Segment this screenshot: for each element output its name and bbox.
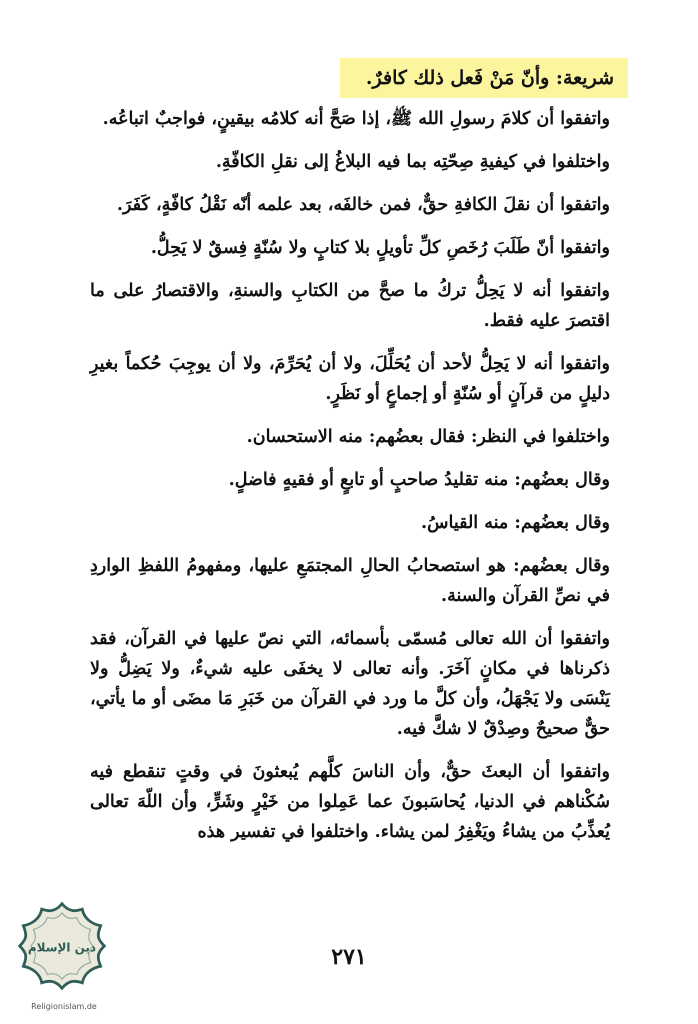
- paragraph: واتفقوا أنه لا يَحِلُّ تركُ ما صحَّ من الكتابِ والسنةِ، والاقتصارُ على ما اقتصرَ عليه فقط.: [90, 281, 610, 331]
- paragraph: واتفقوا أن الله تعالى مُسمّى بأسمائه، التي نصّ عليها في القرآن، فقد ذكرناها في مكانٍ آخَرَ. وأنه تعالى لا يخفَى عليه شيءٌ، ولا يَضِلُّ ولا يَنْسَى ولا يَجْهَلُ، وأن كلَّ ما ورد في القرآن من خَبَرِ مَا مضَى أو ما يأتي، حقٌّ صحيحٌ وصِدْقٌ لا شكَّ فيه.: [90, 629, 610, 739]
- paragraph: وقال بعضُهم: منه تقليدُ صاحبٍ أو تابعٍ أو فقيهٍ فاضلٍ.: [228, 470, 610, 490]
- page-number: ٢٧١: [331, 944, 367, 970]
- paragraph: واتفقوا أن نقلَ الكافةِ حقٌّ، فمن خالفَه، بعد علمه أنّه نَقْلُ كافّةٍ، كَفَرَ.: [116, 195, 610, 215]
- paragraph: واتفقوا أنّ طَلَبَ رُخَصِ كلِّ تأويلٍ بلا كتابٍ ولا سُنّةٍ فِسقٌ لا يَحِلُّ.: [150, 238, 610, 258]
- body-text: [90, 104, 610, 860]
- highlighted-heading: شريعة: وأنّ مَنْ فَعل ذلك كافرٌ.: [340, 58, 628, 98]
- paragraph: وقال بعضُهم: هو استصحابُ الحالِ المجتمَعِ عليها، ومفهومُ اللفظِ الواردِ في نصِّ القرآن والسنة.: [90, 556, 610, 606]
- logo-text: دين الإسلام: [27, 940, 97, 955]
- site-logo: [16, 900, 108, 992]
- paragraph: واتفقوا أن كلامَ رسولِ الله ﷺ، إذا صَحَّ أنه كلامُه بيقينٍ، فواجبٌ اتباعُه.: [102, 109, 610, 129]
- paragraph: وقال بعضُهم: منه القياسُ.: [421, 513, 610, 533]
- logo-caption: Religionislam.de: [31, 1002, 97, 1011]
- paragraph: واتفقوا أنه لا يَحِلُّ لأحد أن يُحَلِّلَ، ولا أن يُحَرِّمَ، ولا أن يوجِبَ حُكماً بغيرِ دليلٍ من قرآنٍ أو سُنّةٍ أو إجماعٍ أو نَظَرٍ.: [90, 354, 610, 404]
- paragraph: واتفقوا أن البعثَ حقٌّ، وأن الناسَ كلَّهم يُبعثونَ في وقتٍ تنقطع فيه سُكْناهم في الدنيا، يُحاسَبونَ عما عَمِلوا من خَيْرٍ وشَرٍّ، وأن اللّهَ تعالى يُعذِّبُ من يشاءُ ويَغْفِرُ لمن يشاء. واختلفوا في تفسير هذه: [90, 762, 610, 842]
- paragraph: واختلفوا في كيفيةِ صِحّتِه بما فيه البلاغُ إلى نقلِ الكافّةِ.: [215, 152, 610, 172]
- paragraph: واختلفوا في النظر: فقال بعضُهم: منه الاستحسان.: [246, 427, 610, 447]
